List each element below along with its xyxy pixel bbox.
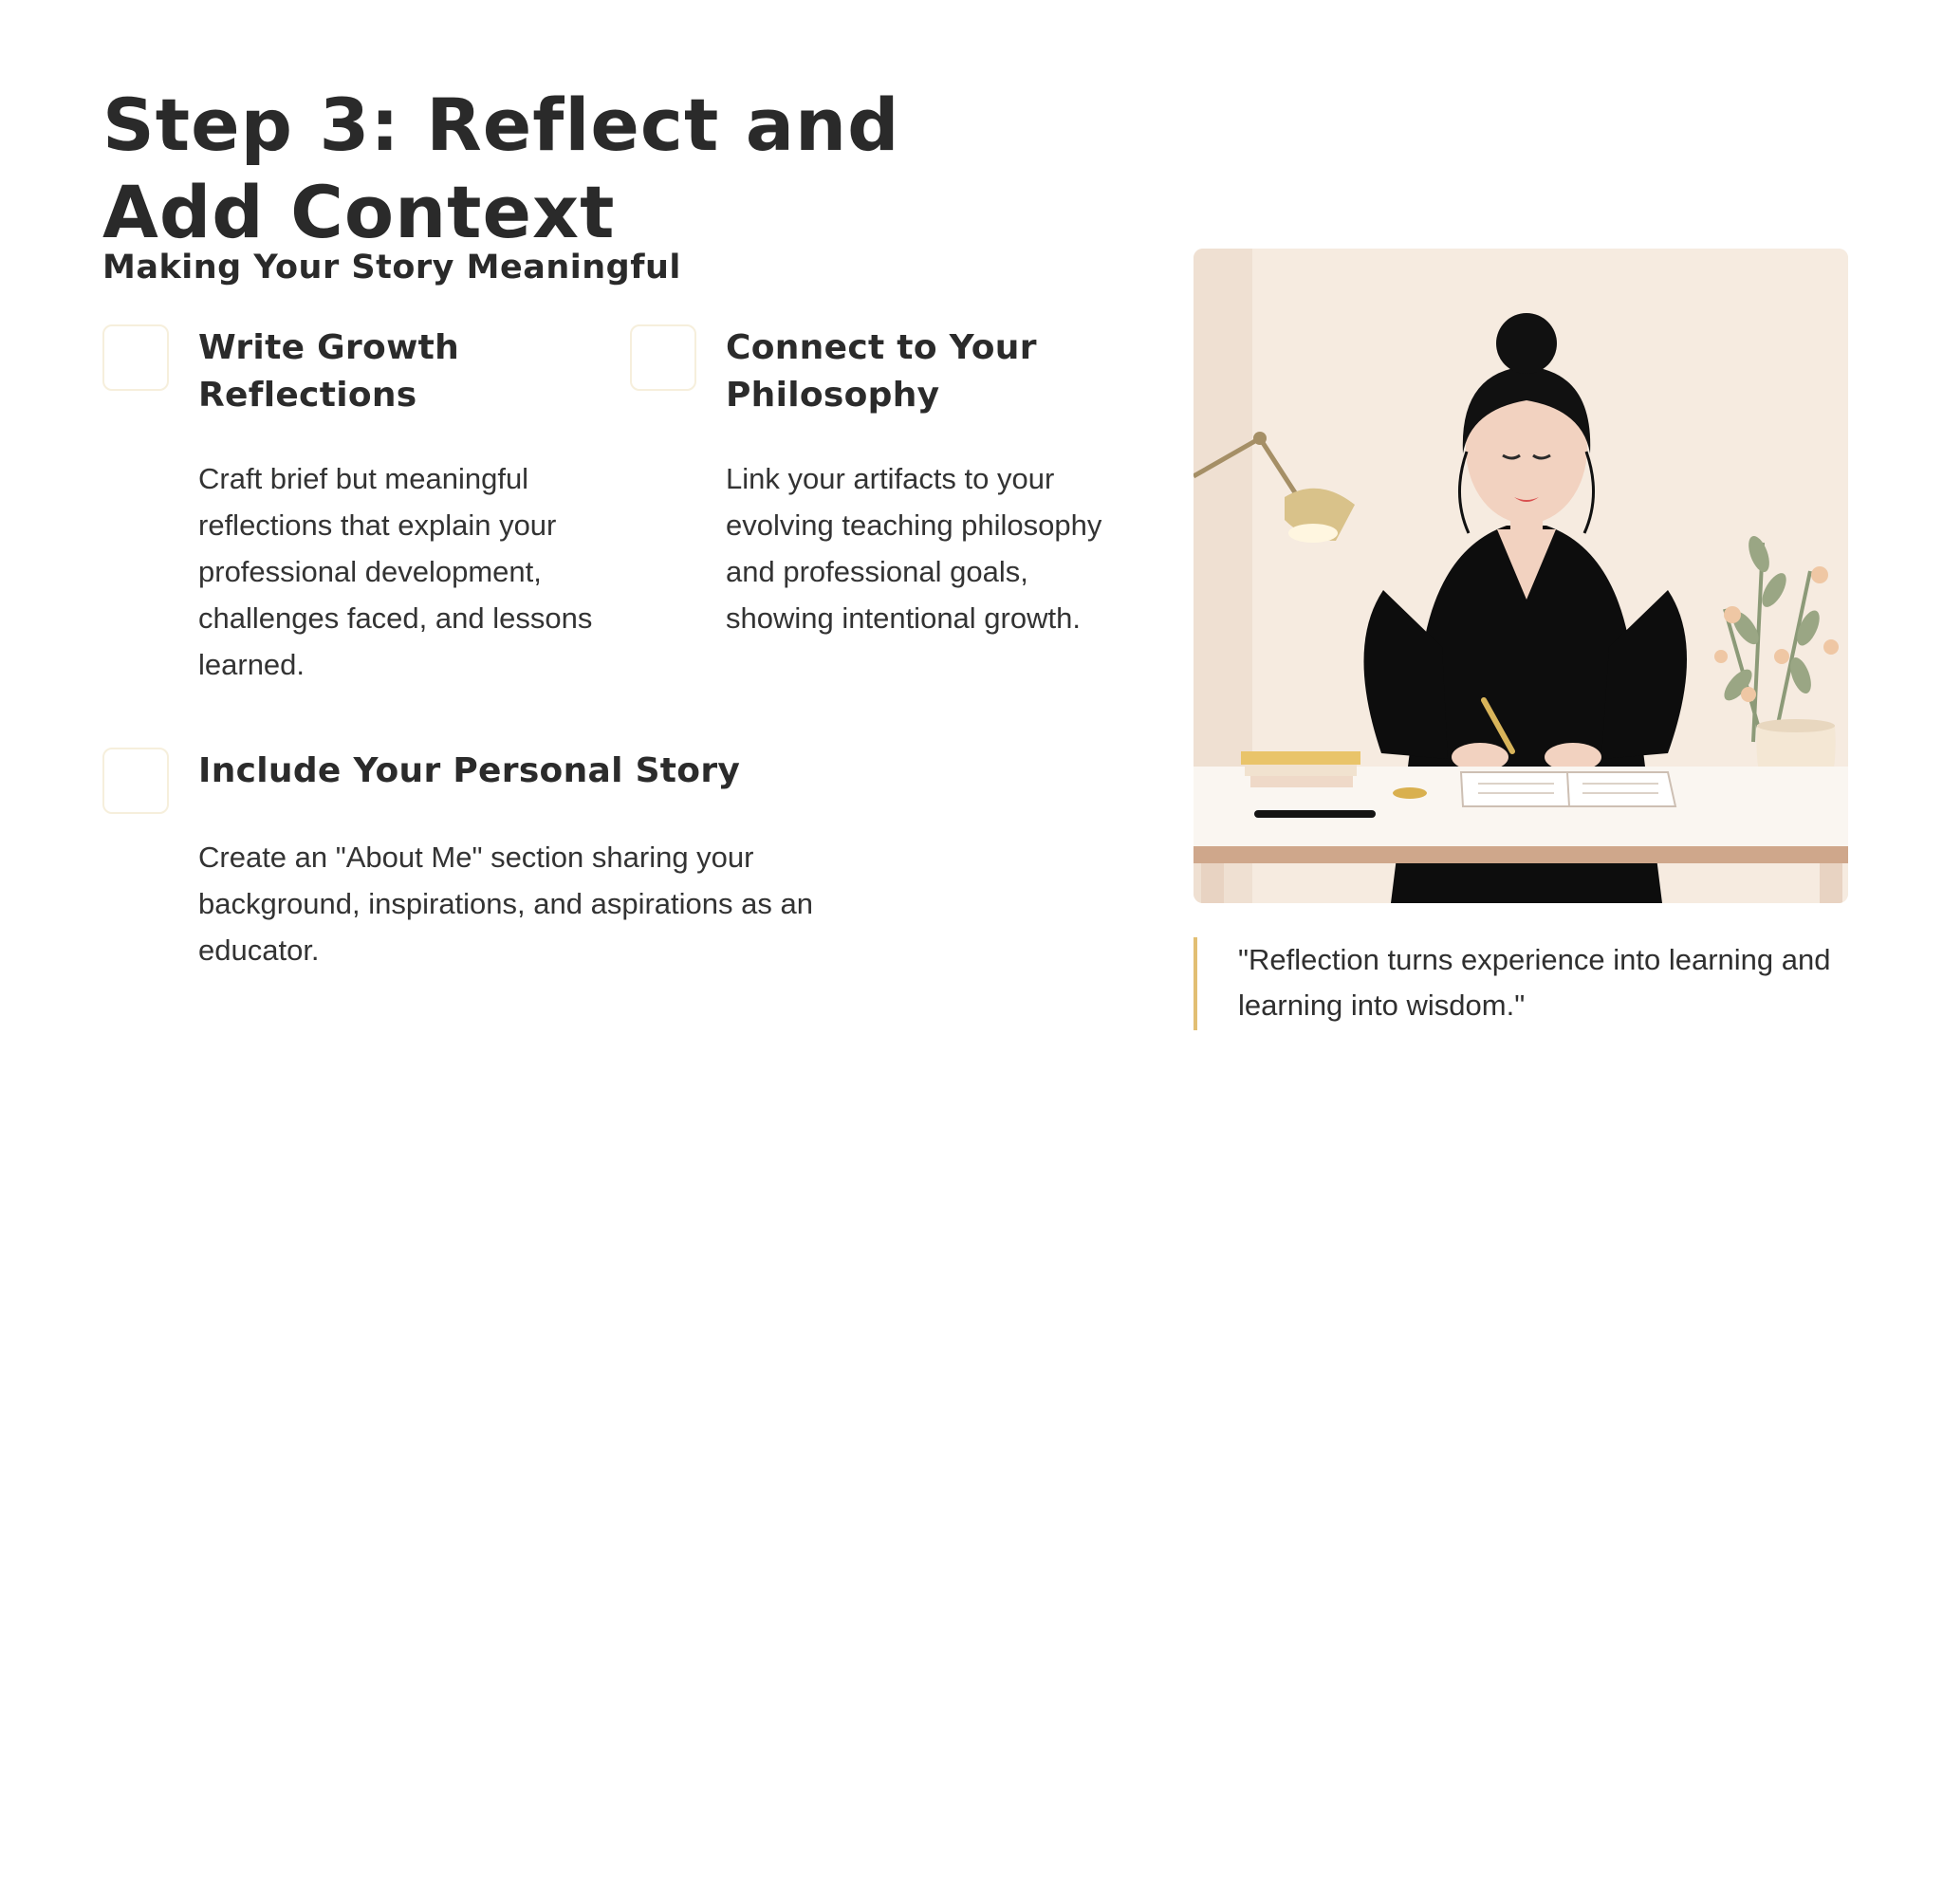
page-subtitle: Making Your Story Meaningful <box>102 249 681 287</box>
quote-block <box>1194 937 1848 1030</box>
item-title: Connect to Your Philosophy <box>726 328 1037 415</box>
quote-text: "Reflection turns experience into learning and learning into wisdom." <box>1238 943 1831 1022</box>
item-description: Craft brief but meaningful reflections that explain your professional development, challenges faced, and lessons learned. <box>198 462 593 681</box>
item-description: Create an "About Me" section sharing your background, inspirations, and aspirations as an educator. <box>198 841 813 967</box>
item-description: Link your artifacts to your evolving teaching philosophy and professional goals, showing intentional growth. <box>726 462 1102 635</box>
page-title: Step 3: Reflect and Add Context <box>102 83 900 254</box>
item-title: Write Growth Reflections <box>198 328 460 415</box>
person-icon <box>102 748 169 814</box>
philosophy-icon <box>630 324 696 391</box>
item-title: Include Your Personal Story <box>198 751 741 790</box>
illustration-woman-writing <box>1194 249 1848 903</box>
reflection-icon <box>102 324 169 391</box>
